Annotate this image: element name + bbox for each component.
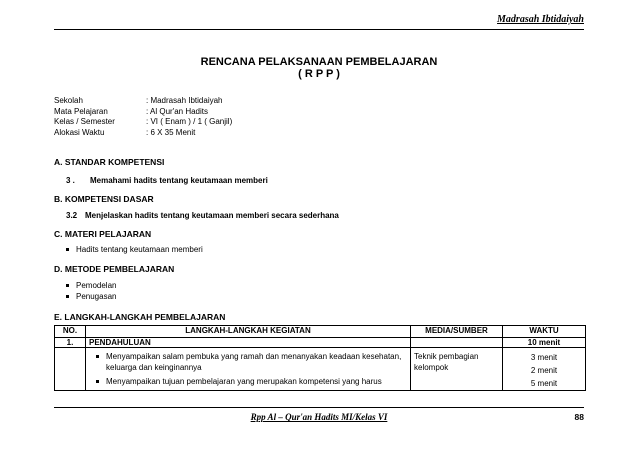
bullet-square-icon <box>96 380 99 383</box>
bullet-square-icon <box>66 284 69 287</box>
footer-rule <box>54 407 584 408</box>
info-label: Sekolah <box>54 96 83 105</box>
row-times <box>503 348 586 391</box>
section-a-text: Memahami hadits tentang keutamaan memberi <box>90 176 268 185</box>
identity-block <box>54 96 232 138</box>
section-d-bullet-2 <box>66 292 116 301</box>
bullet-text: Hadits tentang keutamaan memberi <box>76 245 203 254</box>
section-d-bullet-1 <box>66 281 116 290</box>
row-number: 1. <box>55 338 86 348</box>
info-value: : Madrasah Ibtidaiyah <box>146 96 223 105</box>
section-d-heading: D. METODE PEMBELAJARAN <box>54 264 175 274</box>
header-rule <box>54 29 584 30</box>
footer-title: Rpp Al – Qur'an Hadits MI/Kelas VI <box>250 412 388 422</box>
activity-text: Menyampaikan salam pembuka yang ramah dan menanyakan keadaan kesehatan, keluarga dan keinginannya <box>106 352 402 372</box>
column-header-no: NO. <box>55 326 86 338</box>
info-value: : 6 X 35 Menit <box>146 127 196 137</box>
info-row-subject <box>54 107 232 118</box>
row-number <box>55 348 86 391</box>
info-row-class <box>54 117 232 128</box>
bullet-square-icon <box>66 295 69 298</box>
activity-bullet <box>96 351 407 373</box>
section-a-number: 3 . <box>66 176 75 185</box>
column-header-media: MEDIA/SUMBER <box>411 326 503 338</box>
activity-bullet <box>96 376 407 387</box>
document-subtitle: ( R P P ) <box>298 68 340 80</box>
section-e-heading: E. LANGKAH-LANGKAH PEMBELAJARAN <box>54 312 226 322</box>
row-activities <box>86 348 411 391</box>
section-b-heading: B. KOMPETENSI DASAR <box>54 194 154 204</box>
info-label: Mata Pelajaran <box>54 106 108 116</box>
info-row-school <box>54 96 232 107</box>
table-row <box>55 338 586 348</box>
section-a-heading: A. STANDAR KOMPETENSI <box>54 157 165 167</box>
row-media: Teknik pembagian kelompok <box>411 348 503 391</box>
bullet-square-icon <box>96 355 99 358</box>
info-label: Alokasi Waktu <box>54 127 105 137</box>
time-value: 5 menit <box>530 379 558 388</box>
activity-text: Menyampaikan tujuan pembelajaran yang merupakan kompetensi yang harus <box>106 377 382 386</box>
section-b-number: 3.2 <box>66 211 78 220</box>
table-header-row <box>55 326 586 338</box>
info-label: Kelas / Semester <box>54 117 115 126</box>
section-b-text: Menjelaskan hadits tentang keutamaan memberi secara sederhana <box>85 211 339 220</box>
info-row-time <box>54 128 232 139</box>
row-media <box>411 338 503 348</box>
document-title: RENCANA PELAKSANAAN PEMBELAJARAN <box>200 56 438 68</box>
learning-steps-table <box>54 325 586 391</box>
bullet-text: Penugasan <box>76 292 117 301</box>
row-time-total: 10 menit <box>503 338 586 348</box>
info-value: : VI ( Enam ) / 1 ( Ganjil) <box>146 117 233 126</box>
time-value: 3 menit <box>530 353 558 362</box>
bullet-text: Pemodelan <box>76 281 117 290</box>
page-number: 88 <box>574 412 584 422</box>
column-header-activities: LANGKAH-LANGKAH KEGIATAN <box>86 326 411 338</box>
table-row <box>55 348 586 391</box>
bullet-square-icon <box>66 248 69 251</box>
column-header-time: WAKTU <box>503 326 586 338</box>
section-c-bullet <box>66 245 203 254</box>
header-school-name: Madrasah Ibtidaiyah <box>497 14 584 25</box>
time-value: 2 menit <box>530 366 558 375</box>
section-c-heading: C. MATERI PELAJARAN <box>54 229 152 239</box>
info-value: : Al Qur'an Hadits <box>146 106 208 116</box>
row-phase-label: PENDAHULUAN <box>86 338 411 348</box>
